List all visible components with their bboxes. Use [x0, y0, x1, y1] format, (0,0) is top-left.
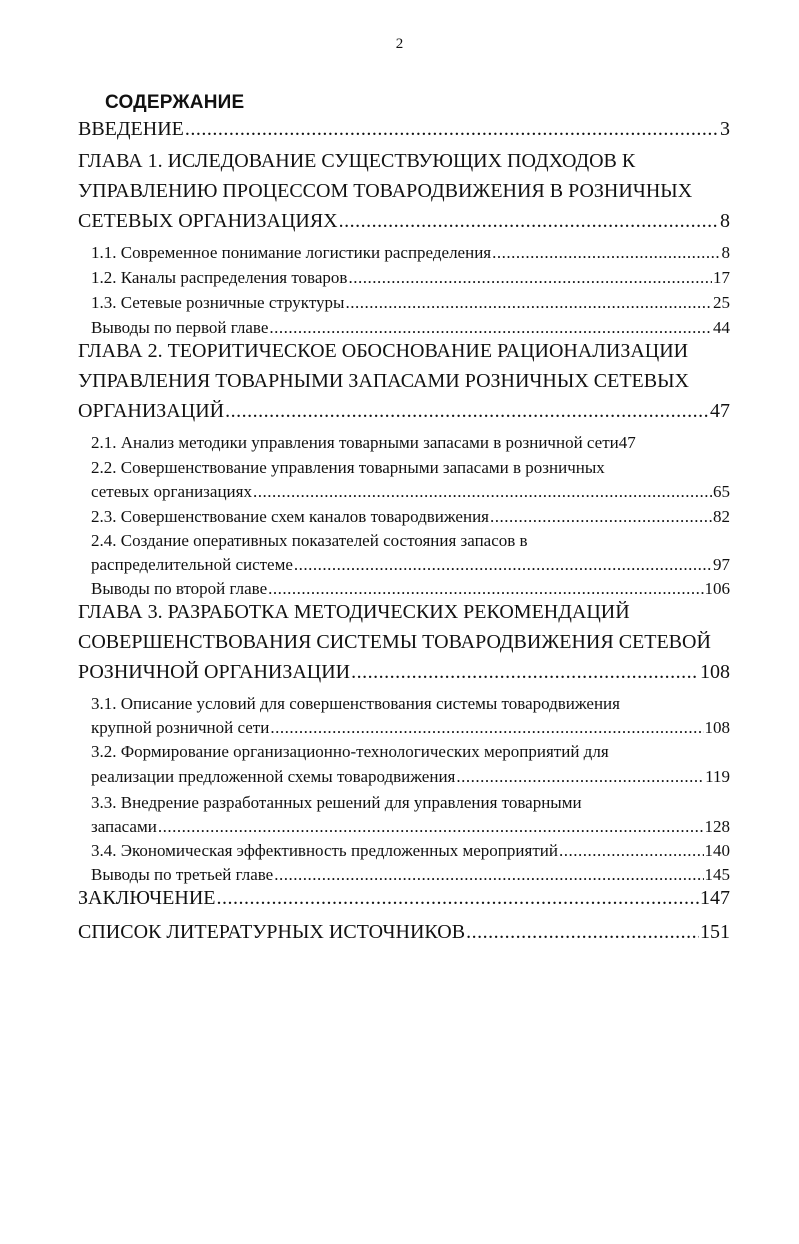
toc-leader-dots	[269, 318, 712, 338]
toc-entry-section-1-2[interactable]	[91, 268, 730, 290]
toc-entry-text: ГЛАВА 1. ИСЛЕДОВАНИЕ СУЩЕСТВУЮЩИХ ПОДХОДОВ К	[78, 150, 636, 172]
toc-page-number: 8	[721, 243, 730, 262]
toc-entry-section-3-1-line-1[interactable]	[91, 694, 730, 716]
toc-leader-dots	[270, 718, 703, 738]
toc-entry-chapter-3-line-2[interactable]	[78, 631, 730, 657]
page-number: 2	[395, 36, 404, 52]
toc-entry-chapter-1-line-3[interactable]	[78, 210, 730, 236]
toc-page-number: 147	[700, 887, 730, 909]
toc-leader-dots	[351, 661, 699, 684]
toc-entry-section-3-2-line-1[interactable]	[91, 742, 730, 764]
toc-entry-intro[interactable]	[78, 118, 730, 144]
toc-entry-conclusion[interactable]	[78, 887, 730, 913]
toc-entry-text: 2.2. Совершенствование управления товарными запасами в розничных	[91, 458, 605, 477]
toc-entry-text: Выводы по второй главе	[91, 579, 268, 598]
toc-page-number: 145	[704, 865, 730, 884]
toc-entry-text: РОЗНИЧНОЙ ОРГАНИЗАЦИИ	[78, 661, 351, 683]
toc-entry-text: СЕТЕВЫХ ОРГАНИЗАЦИЯХ	[78, 210, 338, 232]
toc-entry-section-3-2-line-2[interactable]	[91, 767, 730, 789]
toc-entry-conclusion-3[interactable]	[91, 865, 730, 887]
toc-entry-text: 1.1. Современное понимание логистики распределения	[91, 243, 492, 262]
toc-entry-section-2-4-line-1[interactable]	[91, 531, 730, 553]
toc-entry-section-2-2-line-2[interactable]	[91, 482, 730, 504]
toc-leader-dots	[492, 243, 720, 263]
toc-page-number: 44	[713, 318, 730, 337]
toc-entry-text: 3.2. Формирование организационно-технологических мероприятий для	[91, 742, 609, 761]
toc-entry-section-1-3[interactable]	[91, 293, 730, 315]
toc-entry-section-3-1-line-2[interactable]	[91, 718, 730, 740]
toc-entry-section-2-1[interactable]	[91, 433, 730, 455]
toc-leader-dots	[185, 118, 719, 141]
toc-leader-dots	[274, 865, 703, 885]
toc-entry-text: 3.3. Внедрение разработанных решений для управления товарными	[91, 793, 582, 812]
toc-entry-text: распределительной системе	[91, 555, 293, 574]
toc-page-number: 47	[618, 433, 636, 452]
toc-entry-chapter-3-line-1[interactable]	[78, 601, 730, 627]
toc-leader-dots	[466, 921, 699, 944]
toc-entry-text: запасами	[91, 817, 157, 836]
toc-page-number: 47	[710, 400, 730, 422]
toc-leader-dots	[216, 887, 699, 910]
toc-entry-text: 3.1. Описание условий для совершенствования системы товародвижения	[91, 694, 620, 713]
toc-entry-text: 1.2. Каналы распределения товаров	[91, 268, 348, 287]
toc-page-number: 8	[720, 210, 730, 232]
toc-entry-text: Выводы по третьей главе	[91, 865, 274, 884]
toc-entry-text: реализации предложенной схемы товародвижения	[91, 767, 456, 786]
toc-entry-section-2-2-line-1[interactable]	[91, 458, 730, 480]
toc-entry-text: 3.4. Экономическая эффективность предложенных мероприятий	[91, 841, 558, 860]
toc-page-number: 140	[704, 841, 730, 860]
toc-entry-chapter-1-line-1[interactable]	[78, 150, 730, 176]
toc-leader-dots	[339, 210, 719, 233]
toc-entry-section-2-4-line-2[interactable]	[91, 555, 730, 577]
toc-entry-chapter-3-line-3[interactable]	[78, 661, 730, 687]
toc-page-number: 82	[713, 507, 730, 526]
toc-page-number: 108	[700, 661, 730, 683]
toc-leader-dots	[348, 268, 712, 288]
toc-page-number: 106	[704, 579, 730, 598]
toc-leader-dots	[268, 579, 703, 599]
toc-leader-dots	[345, 293, 712, 313]
toc-page-number: 151	[700, 921, 730, 943]
toc-entry-section-3-4[interactable]	[91, 841, 730, 863]
toc-entry-text: УПРАВЛЕНИЯ ТОВАРНЫМИ ЗАПАСАМИ РОЗНИЧНЫХ СЕТЕВЫХ	[78, 370, 689, 392]
toc-page-number: 25	[713, 293, 730, 312]
toc-leader-dots	[158, 817, 704, 837]
toc-entry-text: СПИСОК ЛИТЕРАТУРНЫХ ИСТОЧНИКОВ	[78, 921, 466, 943]
toc-page-number: 119	[705, 767, 730, 786]
toc-entry-section-3-3-line-2[interactable]	[91, 817, 730, 839]
toc-entry-text: 1.3. Сетевые розничные структуры	[91, 293, 345, 312]
toc-entry-text: ГЛАВА 3. РАЗРАБОТКА МЕТОДИЧЕСКИХ РЕКОМЕНДАЦИЙ	[78, 601, 630, 623]
toc-entry-text: сетевых организациях	[91, 482, 252, 501]
toc-leader-dots	[253, 482, 712, 502]
toc-entry-text: 2.4. Создание оперативных показателей состояния запасов в	[91, 531, 528, 550]
toc-entry-text: ОРГАНИЗАЦИЙ	[78, 400, 225, 422]
toc-page-number: 3	[720, 118, 730, 140]
toc-page-number: 17	[713, 268, 730, 287]
toc-entry-conclusion-2[interactable]	[91, 579, 730, 601]
toc-entry-text: 2.1. Анализ методики управления товарными запасами в розничной сети	[91, 433, 619, 452]
toc-entry-text: ЗАКЛЮЧЕНИЕ	[78, 887, 216, 909]
toc-entry-section-3-3-line-1[interactable]	[91, 793, 730, 815]
toc-entry-section-1-1[interactable]	[91, 243, 730, 265]
toc-leader-dots	[294, 555, 712, 575]
toc-entry-conclusion-1[interactable]	[91, 318, 730, 340]
toc-entry-text: Выводы по первой главе	[91, 318, 269, 337]
toc-page-number: 128	[704, 817, 730, 836]
toc-title: СОДЕРЖАНИЕ	[105, 92, 245, 113]
toc-entry-chapter-2-line-3[interactable]	[78, 400, 730, 426]
toc-entry-text: 2.3. Совершенствование схем каналов товародвижения	[91, 507, 489, 526]
toc-entry-text: СОВЕРШЕНСТВОВАНИЯ СИСТЕМЫ ТОВАРОДВИЖЕНИЯ СЕТЕВОЙ	[78, 631, 711, 653]
toc-leader-dots	[559, 841, 704, 861]
toc-page-number: 108	[704, 718, 730, 737]
toc-entry-chapter-2-line-2[interactable]	[78, 370, 730, 396]
toc-page-number: 65	[713, 482, 730, 501]
toc-entry-text: ГЛАВА 2. ТЕОРИТИЧЕСКОЕ ОБОСНОВАНИЕ РАЦИОНАЛИЗАЦИИ	[78, 340, 689, 362]
toc-entry-text: ВВЕДЕНИЕ	[78, 118, 184, 140]
toc-leader-dots	[225, 400, 709, 423]
toc-entry-references[interactable]	[78, 921, 730, 947]
toc-entry-text: УПРАВЛЕНИЮ ПРОЦЕССОМ ТОВАРОДВИЖЕНИЯ В РОЗНИЧНЫХ	[78, 180, 693, 202]
toc-entry-section-2-3[interactable]	[91, 507, 730, 529]
toc-page-number: 97	[713, 555, 730, 574]
toc-entry-text: крупной розничной сети	[91, 718, 270, 737]
toc-leader-dots	[456, 767, 704, 787]
toc-entry-chapter-1-line-2[interactable]	[78, 180, 730, 206]
toc-leader-dots	[490, 507, 712, 527]
toc-entry-chapter-2-line-1[interactable]	[78, 340, 730, 366]
